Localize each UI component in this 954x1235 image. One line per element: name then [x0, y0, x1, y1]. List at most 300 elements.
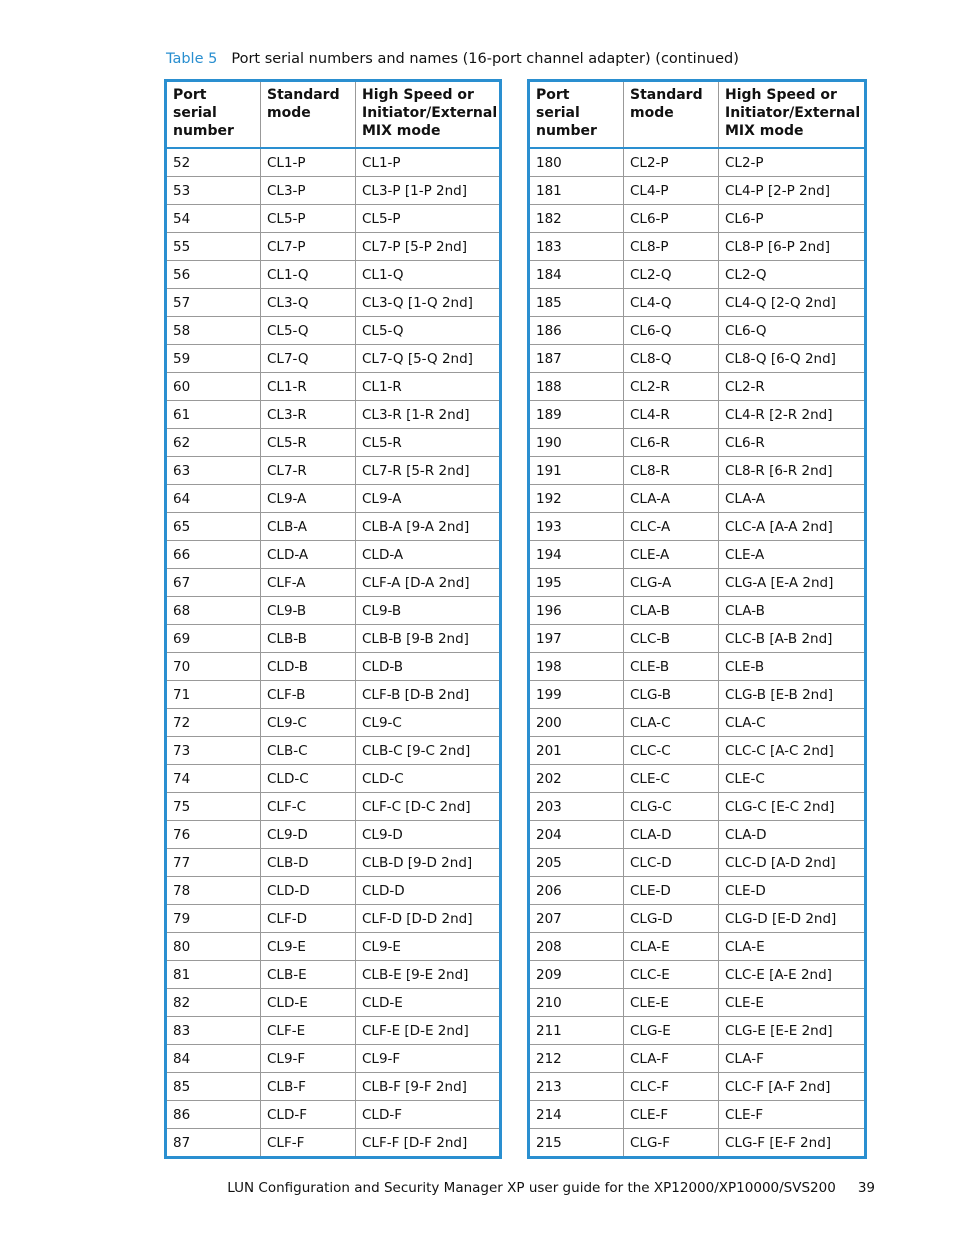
- cell-port-serial: 74: [166, 765, 261, 793]
- table-row: [529, 821, 866, 849]
- cell-high-speed-mode: CLD-D: [356, 877, 501, 905]
- cell-port-serial: 83: [166, 1017, 261, 1045]
- table-body-right: [529, 148, 866, 1158]
- header-high-speed-mode: High Speed or Initiator/External MIX mode: [719, 81, 866, 149]
- cell-high-speed-mode: CLE-A: [719, 541, 866, 569]
- cell-standard-mode: CLD-E: [261, 989, 356, 1017]
- cell-standard-mode: CLF-B: [261, 681, 356, 709]
- table-row: [166, 401, 501, 429]
- table-row: [166, 877, 501, 905]
- cell-standard-mode: CL9-B: [261, 597, 356, 625]
- cell-port-serial: 199: [529, 681, 624, 709]
- cell-standard-mode: CLF-D: [261, 905, 356, 933]
- table-row: [166, 177, 501, 205]
- table-row: [166, 1017, 501, 1045]
- cell-standard-mode: CL9-D: [261, 821, 356, 849]
- table-row: [166, 373, 501, 401]
- cell-port-serial: 55: [166, 233, 261, 261]
- cell-port-serial: 72: [166, 709, 261, 737]
- cell-standard-mode: CL5-Q: [261, 317, 356, 345]
- cell-standard-mode: CL3-P: [261, 177, 356, 205]
- cell-high-speed-mode: CLB-E [9-E 2nd]: [356, 961, 501, 989]
- table-row: [166, 1101, 501, 1129]
- table-row: [529, 513, 866, 541]
- table-row: [529, 177, 866, 205]
- cell-standard-mode: CLF-A: [261, 569, 356, 597]
- cell-high-speed-mode: CL2-P: [719, 148, 866, 177]
- cell-port-serial: 58: [166, 317, 261, 345]
- cell-port-serial: 188: [529, 373, 624, 401]
- cell-high-speed-mode: CLF-D [D-D 2nd]: [356, 905, 501, 933]
- table-row: [166, 681, 501, 709]
- table-row: [166, 709, 501, 737]
- cell-high-speed-mode: CLE-F: [719, 1101, 866, 1129]
- cell-port-serial: 82: [166, 989, 261, 1017]
- cell-high-speed-mode: CLG-D [E-D 2nd]: [719, 905, 866, 933]
- cell-high-speed-mode: CLD-A: [356, 541, 501, 569]
- cell-standard-mode: CL1-Q: [261, 261, 356, 289]
- cell-high-speed-mode: CLB-A [9-A 2nd]: [356, 513, 501, 541]
- table-row: [166, 821, 501, 849]
- cell-port-serial: 80: [166, 933, 261, 961]
- cell-high-speed-mode: CLB-D [9-D 2nd]: [356, 849, 501, 877]
- cell-standard-mode: CLG-C: [624, 793, 719, 821]
- cell-standard-mode: CL2-Q: [624, 261, 719, 289]
- cell-port-serial: 76: [166, 821, 261, 849]
- cell-standard-mode: CL6-P: [624, 205, 719, 233]
- cell-port-serial: 213: [529, 1073, 624, 1101]
- cell-high-speed-mode: CLG-F [E-F 2nd]: [719, 1129, 866, 1158]
- cell-port-serial: 191: [529, 457, 624, 485]
- cell-standard-mode: CLA-B: [624, 597, 719, 625]
- cell-port-serial: 86: [166, 1101, 261, 1129]
- cell-high-speed-mode: CLG-B [E-B 2nd]: [719, 681, 866, 709]
- cell-standard-mode: CLE-D: [624, 877, 719, 905]
- cell-standard-mode: CL6-R: [624, 429, 719, 457]
- table-row: [529, 289, 866, 317]
- cell-high-speed-mode: CLA-B: [719, 597, 866, 625]
- cell-high-speed-mode: CLG-E [E-E 2nd]: [719, 1017, 866, 1045]
- cell-port-serial: 57: [166, 289, 261, 317]
- cell-standard-mode: CLB-F: [261, 1073, 356, 1101]
- cell-high-speed-mode: CLA-D: [719, 821, 866, 849]
- cell-port-serial: 73: [166, 737, 261, 765]
- cell-standard-mode: CLC-B: [624, 625, 719, 653]
- cell-port-serial: 87: [166, 1129, 261, 1158]
- cell-port-serial: 180: [529, 148, 624, 177]
- cell-port-serial: 68: [166, 597, 261, 625]
- footer-text: LUN Configuration and Security Manager XP user guide for the XP12000/XP10000/SVS200: [227, 1180, 836, 1196]
- table-row: [166, 261, 501, 289]
- table-row: [529, 681, 866, 709]
- cell-high-speed-mode: CLB-B [9-B 2nd]: [356, 625, 501, 653]
- cell-port-serial: 203: [529, 793, 624, 821]
- cell-high-speed-mode: CLD-B: [356, 653, 501, 681]
- cell-port-serial: 204: [529, 821, 624, 849]
- cell-standard-mode: CL2-R: [624, 373, 719, 401]
- cell-high-speed-mode: CL2-Q: [719, 261, 866, 289]
- cell-port-serial: 215: [529, 1129, 624, 1158]
- cell-standard-mode: CL7-P: [261, 233, 356, 261]
- cell-standard-mode: CLB-A: [261, 513, 356, 541]
- cell-standard-mode: CL8-R: [624, 457, 719, 485]
- table-row: [166, 765, 501, 793]
- table-row: [166, 625, 501, 653]
- header-standard-mode: Standard mode: [261, 81, 356, 149]
- table-row: [166, 961, 501, 989]
- cell-high-speed-mode: CL5-Q: [356, 317, 501, 345]
- table-row: [529, 429, 866, 457]
- cell-high-speed-mode: CL9-F: [356, 1045, 501, 1073]
- cell-standard-mode: CLC-E: [624, 961, 719, 989]
- cell-port-serial: 59: [166, 345, 261, 373]
- header-standard-mode: Standard mode: [624, 81, 719, 149]
- cell-high-speed-mode: CL4-P [2-P 2nd]: [719, 177, 866, 205]
- header-row: [166, 81, 501, 149]
- table-body-left: [166, 148, 501, 1158]
- cell-standard-mode: CL8-P: [624, 233, 719, 261]
- cell-standard-mode: CLE-A: [624, 541, 719, 569]
- table-row: [166, 1129, 501, 1158]
- cell-standard-mode: CL8-Q: [624, 345, 719, 373]
- table-row: [166, 849, 501, 877]
- cell-standard-mode: CLD-D: [261, 877, 356, 905]
- cell-standard-mode: CL9-A: [261, 485, 356, 513]
- cell-port-serial: 196: [529, 597, 624, 625]
- cell-high-speed-mode: CL8-R [6-R 2nd]: [719, 457, 866, 485]
- cell-standard-mode: CLD-C: [261, 765, 356, 793]
- table-row: [529, 233, 866, 261]
- table-row: [166, 289, 501, 317]
- cell-port-serial: 185: [529, 289, 624, 317]
- table-row: [529, 1045, 866, 1073]
- cell-port-serial: 60: [166, 373, 261, 401]
- table-row: [529, 373, 866, 401]
- cell-port-serial: 209: [529, 961, 624, 989]
- cell-high-speed-mode: CL9-E: [356, 933, 501, 961]
- cell-standard-mode: CLC-D: [624, 849, 719, 877]
- table-row: [529, 457, 866, 485]
- cell-high-speed-mode: CLG-A [E-A 2nd]: [719, 569, 866, 597]
- cell-port-serial: 201: [529, 737, 624, 765]
- cell-high-speed-mode: CLF-B [D-B 2nd]: [356, 681, 501, 709]
- cell-high-speed-mode: CL7-P [5-P 2nd]: [356, 233, 501, 261]
- cell-standard-mode: CL1-R: [261, 373, 356, 401]
- port-table-left: [164, 79, 502, 1159]
- cell-high-speed-mode: CLC-B [A-B 2nd]: [719, 625, 866, 653]
- cell-standard-mode: CLA-F: [624, 1045, 719, 1073]
- cell-high-speed-mode: CLE-D: [719, 877, 866, 905]
- table-row: [166, 597, 501, 625]
- table-row: [166, 1045, 501, 1073]
- cell-high-speed-mode: CL9-D: [356, 821, 501, 849]
- cell-port-serial: 84: [166, 1045, 261, 1073]
- cell-standard-mode: CLA-A: [624, 485, 719, 513]
- cell-high-speed-mode: CLF-E [D-E 2nd]: [356, 1017, 501, 1045]
- table-row: [166, 933, 501, 961]
- page-footer: [0, 1180, 875, 1196]
- cell-high-speed-mode: CLE-B: [719, 653, 866, 681]
- cell-port-serial: 53: [166, 177, 261, 205]
- page-number: 39: [857, 1180, 875, 1196]
- cell-high-speed-mode: CLD-E: [356, 989, 501, 1017]
- cell-high-speed-mode: CLA-C: [719, 709, 866, 737]
- table-row: [529, 989, 866, 1017]
- header-row: [529, 81, 866, 149]
- cell-high-speed-mode: CLF-A [D-A 2nd]: [356, 569, 501, 597]
- cell-standard-mode: CLB-E: [261, 961, 356, 989]
- table-row: [529, 793, 866, 821]
- cell-high-speed-mode: CL1-Q: [356, 261, 501, 289]
- cell-high-speed-mode: CL1-R: [356, 373, 501, 401]
- cell-high-speed-mode: CLA-E: [719, 933, 866, 961]
- table-row: [166, 513, 501, 541]
- cell-standard-mode: CLD-B: [261, 653, 356, 681]
- cell-port-serial: 183: [529, 233, 624, 261]
- table-row: [166, 457, 501, 485]
- cell-high-speed-mode: CL5-P: [356, 205, 501, 233]
- cell-port-serial: 62: [166, 429, 261, 457]
- cell-port-serial: 78: [166, 877, 261, 905]
- cell-port-serial: 206: [529, 877, 624, 905]
- table-row: [166, 233, 501, 261]
- cell-port-serial: 85: [166, 1073, 261, 1101]
- cell-standard-mode: CL2-P: [624, 148, 719, 177]
- table-row: [529, 597, 866, 625]
- cell-port-serial: 186: [529, 317, 624, 345]
- cell-port-serial: 200: [529, 709, 624, 737]
- table-row: [529, 905, 866, 933]
- port-table-right: [527, 79, 867, 1159]
- cell-high-speed-mode: CLC-D [A-D 2nd]: [719, 849, 866, 877]
- table-row: [529, 205, 866, 233]
- table-row: [166, 737, 501, 765]
- table-row: [166, 485, 501, 513]
- cell-port-serial: 202: [529, 765, 624, 793]
- cell-port-serial: 214: [529, 1101, 624, 1129]
- table-row: [529, 1017, 866, 1045]
- table-row: [166, 429, 501, 457]
- cell-port-serial: 198: [529, 653, 624, 681]
- cell-port-serial: 190: [529, 429, 624, 457]
- cell-standard-mode: CLE-F: [624, 1101, 719, 1129]
- cell-port-serial: 79: [166, 905, 261, 933]
- cell-high-speed-mode: CLC-A [A-A 2nd]: [719, 513, 866, 541]
- cell-standard-mode: CLE-C: [624, 765, 719, 793]
- cell-port-serial: 52: [166, 148, 261, 177]
- cell-standard-mode: CLC-C: [624, 737, 719, 765]
- cell-high-speed-mode: CL9-A: [356, 485, 501, 513]
- header-high-speed-mode: High Speed or Initiator/External MIX mode: [356, 81, 501, 149]
- cell-standard-mode: CL9-F: [261, 1045, 356, 1073]
- cell-standard-mode: CLE-E: [624, 989, 719, 1017]
- cell-standard-mode: CLG-F: [624, 1129, 719, 1158]
- cell-high-speed-mode: CL7-R [5-R 2nd]: [356, 457, 501, 485]
- cell-high-speed-mode: CL2-R: [719, 373, 866, 401]
- cell-standard-mode: CLF-C: [261, 793, 356, 821]
- cell-standard-mode: CL3-R: [261, 401, 356, 429]
- cell-standard-mode: CLG-E: [624, 1017, 719, 1045]
- header-port-serial: Port serial number: [166, 81, 261, 149]
- table-row: [529, 849, 866, 877]
- cell-high-speed-mode: CLF-C [D-C 2nd]: [356, 793, 501, 821]
- cell-port-serial: 69: [166, 625, 261, 653]
- cell-port-serial: 187: [529, 345, 624, 373]
- cell-port-serial: 212: [529, 1045, 624, 1073]
- cell-high-speed-mode: CLA-F: [719, 1045, 866, 1073]
- table-row: [166, 653, 501, 681]
- cell-standard-mode: CL4-Q: [624, 289, 719, 317]
- cell-standard-mode: CLG-D: [624, 905, 719, 933]
- table-row: [529, 1101, 866, 1129]
- cell-port-serial: 70: [166, 653, 261, 681]
- cell-high-speed-mode: CL6-Q: [719, 317, 866, 345]
- table-row: [166, 345, 501, 373]
- table-row: [529, 345, 866, 373]
- cell-port-serial: 54: [166, 205, 261, 233]
- cell-high-speed-mode: CL4-Q [2-Q 2nd]: [719, 289, 866, 317]
- cell-standard-mode: CL3-Q: [261, 289, 356, 317]
- cell-standard-mode: CLB-C: [261, 737, 356, 765]
- table-row: [166, 317, 501, 345]
- cell-high-speed-mode: CLB-C [9-C 2nd]: [356, 737, 501, 765]
- table-row: [166, 569, 501, 597]
- table-row: [529, 625, 866, 653]
- cell-port-serial: 194: [529, 541, 624, 569]
- table-caption: [166, 51, 739, 67]
- cell-high-speed-mode: CLD-C: [356, 765, 501, 793]
- table-row: [166, 205, 501, 233]
- table-row: [529, 765, 866, 793]
- cell-high-speed-mode: CL6-R: [719, 429, 866, 457]
- cell-port-serial: 182: [529, 205, 624, 233]
- cell-standard-mode: CLG-A: [624, 569, 719, 597]
- cell-standard-mode: CLC-A: [624, 513, 719, 541]
- cell-port-serial: 64: [166, 485, 261, 513]
- cell-standard-mode: CL1-P: [261, 148, 356, 177]
- table-row: [529, 961, 866, 989]
- cell-standard-mode: CLB-D: [261, 849, 356, 877]
- cell-port-serial: 63: [166, 457, 261, 485]
- cell-port-serial: 197: [529, 625, 624, 653]
- cell-high-speed-mode: CL8-P [6-P 2nd]: [719, 233, 866, 261]
- cell-standard-mode: CL4-R: [624, 401, 719, 429]
- cell-standard-mode: CLE-B: [624, 653, 719, 681]
- cell-high-speed-mode: CLD-F: [356, 1101, 501, 1129]
- cell-standard-mode: CLD-A: [261, 541, 356, 569]
- table-row: [529, 709, 866, 737]
- table-row: [529, 933, 866, 961]
- cell-high-speed-mode: CL8-Q [6-Q 2nd]: [719, 345, 866, 373]
- cell-high-speed-mode: CL5-R: [356, 429, 501, 457]
- cell-port-serial: 195: [529, 569, 624, 597]
- cell-high-speed-mode: CLG-C [E-C 2nd]: [719, 793, 866, 821]
- cell-high-speed-mode: CL7-Q [5-Q 2nd]: [356, 345, 501, 373]
- cell-standard-mode: CLF-E: [261, 1017, 356, 1045]
- cell-port-serial: 181: [529, 177, 624, 205]
- cell-standard-mode: CLA-E: [624, 933, 719, 961]
- table-title: Port serial numbers and names (16-port channel adapter) (continued): [231, 51, 739, 67]
- cell-standard-mode: CL7-Q: [261, 345, 356, 373]
- cell-port-serial: 192: [529, 485, 624, 513]
- cell-port-serial: 189: [529, 401, 624, 429]
- cell-port-serial: 193: [529, 513, 624, 541]
- cell-high-speed-mode: CL9-C: [356, 709, 501, 737]
- cell-standard-mode: CLA-D: [624, 821, 719, 849]
- header-port-serial: Port serial number: [529, 81, 624, 149]
- cell-port-serial: 77: [166, 849, 261, 877]
- cell-high-speed-mode: CLE-E: [719, 989, 866, 1017]
- cell-port-serial: 66: [166, 541, 261, 569]
- cell-high-speed-mode: CL4-R [2-R 2nd]: [719, 401, 866, 429]
- cell-port-serial: 207: [529, 905, 624, 933]
- cell-standard-mode: CL5-R: [261, 429, 356, 457]
- cell-port-serial: 210: [529, 989, 624, 1017]
- cell-standard-mode: CLF-F: [261, 1129, 356, 1158]
- table-row: [529, 148, 866, 177]
- table-row: [166, 793, 501, 821]
- cell-high-speed-mode: CL6-P: [719, 205, 866, 233]
- cell-high-speed-mode: CLE-C: [719, 765, 866, 793]
- cell-standard-mode: CLA-C: [624, 709, 719, 737]
- cell-high-speed-mode: CLA-A: [719, 485, 866, 513]
- cell-standard-mode: CL4-P: [624, 177, 719, 205]
- cell-high-speed-mode: CLF-F [D-F 2nd]: [356, 1129, 501, 1158]
- table-row: [529, 653, 866, 681]
- cell-standard-mode: CL6-Q: [624, 317, 719, 345]
- table-number: Table 5: [166, 51, 218, 67]
- table-row: [529, 317, 866, 345]
- table-row: [529, 485, 866, 513]
- cell-port-serial: 61: [166, 401, 261, 429]
- table-row: [529, 877, 866, 905]
- cell-standard-mode: CL5-P: [261, 205, 356, 233]
- table-row: [529, 737, 866, 765]
- cell-port-serial: 81: [166, 961, 261, 989]
- cell-standard-mode: CL9-E: [261, 933, 356, 961]
- cell-port-serial: 205: [529, 849, 624, 877]
- cell-standard-mode: CLC-F: [624, 1073, 719, 1101]
- cell-high-speed-mode: CL9-B: [356, 597, 501, 625]
- table-row: [529, 1073, 866, 1101]
- table-row: [529, 541, 866, 569]
- cell-port-serial: 67: [166, 569, 261, 597]
- table-row: [529, 401, 866, 429]
- cell-high-speed-mode: CL3-Q [1-Q 2nd]: [356, 289, 501, 317]
- cell-port-serial: 75: [166, 793, 261, 821]
- table-row: [529, 261, 866, 289]
- table-row: [166, 989, 501, 1017]
- table-row: [166, 905, 501, 933]
- cell-standard-mode: CL7-R: [261, 457, 356, 485]
- cell-port-serial: 56: [166, 261, 261, 289]
- cell-port-serial: 65: [166, 513, 261, 541]
- cell-port-serial: 211: [529, 1017, 624, 1045]
- cell-port-serial: 71: [166, 681, 261, 709]
- table-row: [166, 148, 501, 177]
- table-row: [166, 541, 501, 569]
- cell-high-speed-mode: CL3-P [1-P 2nd]: [356, 177, 501, 205]
- cell-high-speed-mode: CLC-F [A-F 2nd]: [719, 1073, 866, 1101]
- cell-high-speed-mode: CLB-F [9-F 2nd]: [356, 1073, 501, 1101]
- cell-standard-mode: CL9-C: [261, 709, 356, 737]
- cell-high-speed-mode: CLC-C [A-C 2nd]: [719, 737, 866, 765]
- table-row: [529, 569, 866, 597]
- cell-standard-mode: CLG-B: [624, 681, 719, 709]
- cell-high-speed-mode: CLC-E [A-E 2nd]: [719, 961, 866, 989]
- cell-port-serial: 184: [529, 261, 624, 289]
- cell-high-speed-mode: CL1-P: [356, 148, 501, 177]
